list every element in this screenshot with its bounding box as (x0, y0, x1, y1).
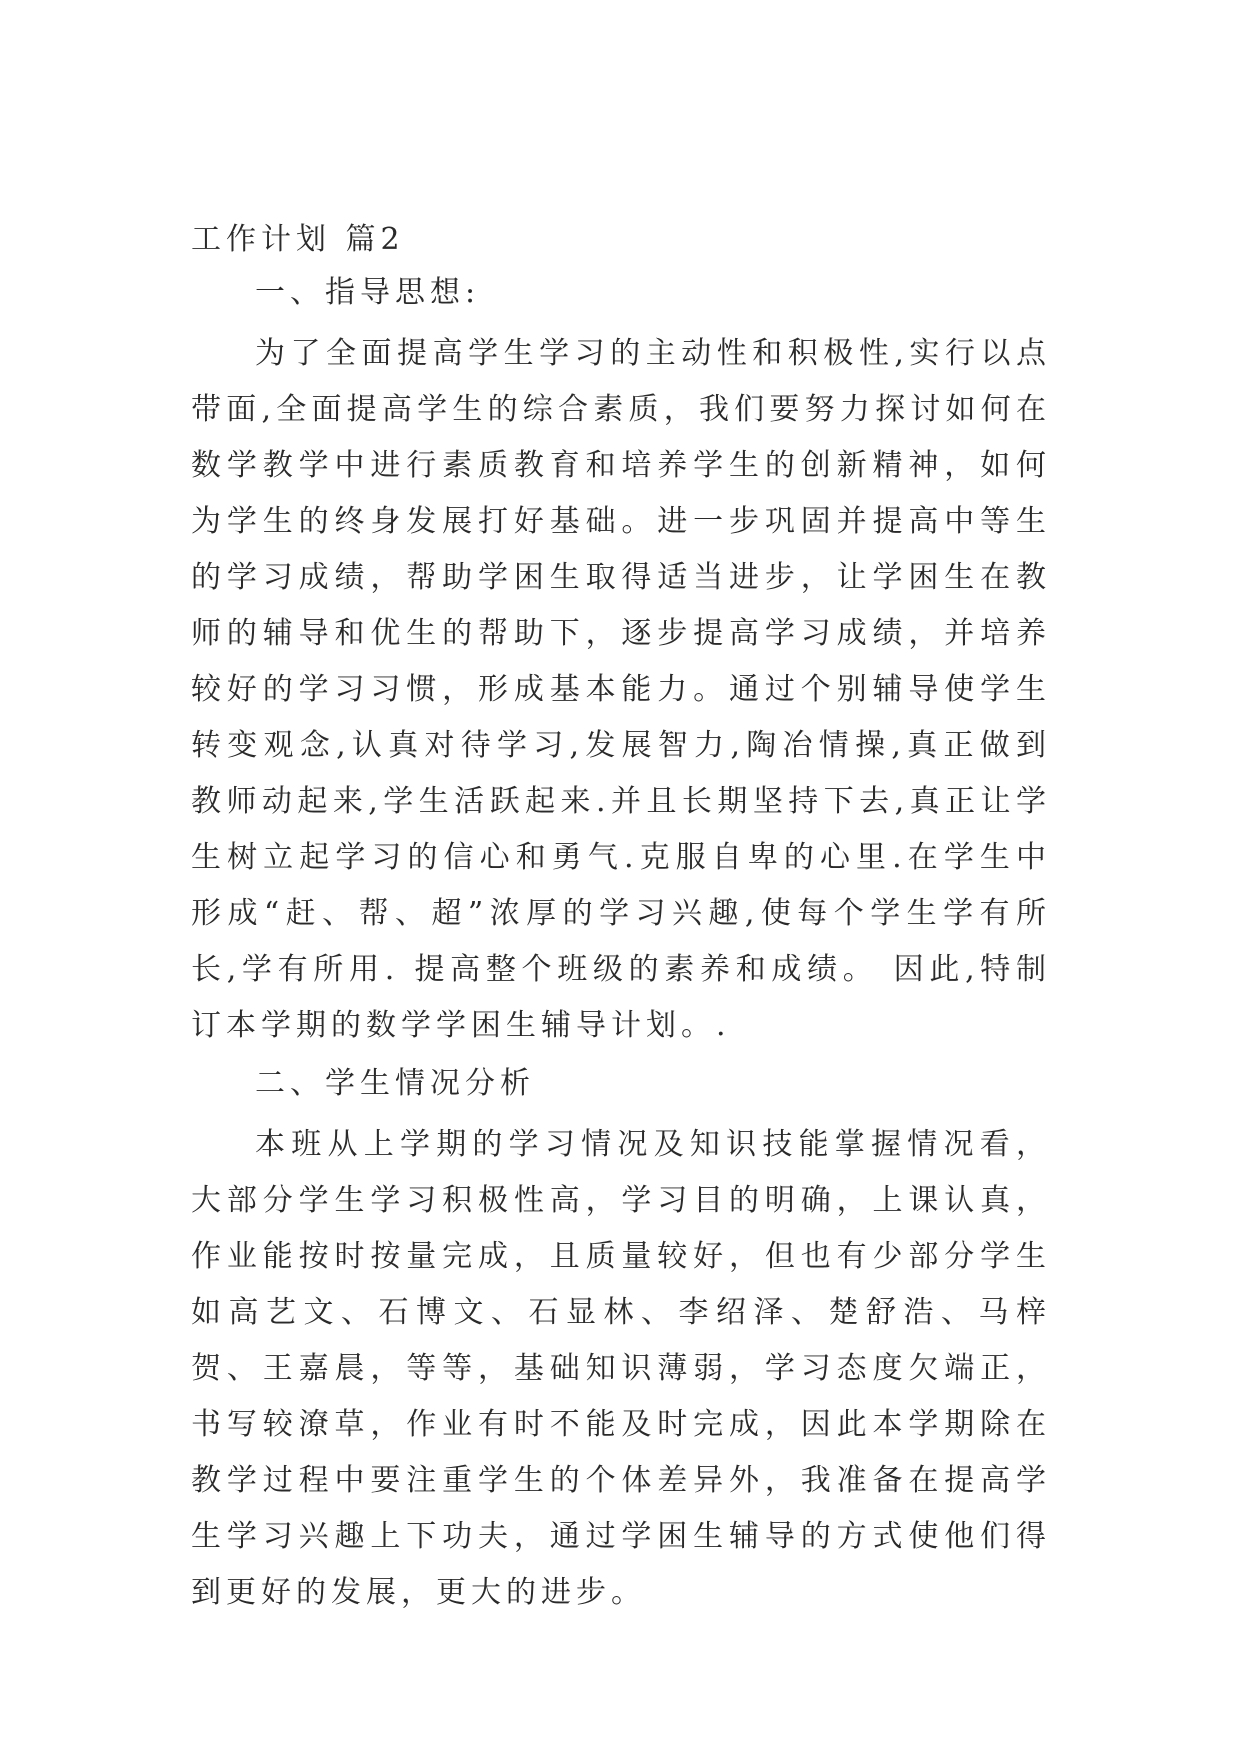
paragraph-guiding-ideology: 为了全面提高学生学习的主动性和积极性,实行以点带面,全面提高学生的综合素质，我们要努力探讨如何在数学教学中进行素质教育和培养学生的创新精神，如何为学生的终身发展打好基础。进一步巩固并提高中等生的学习成绩，帮助学困生取得适当进步，让学困生在教师的辅导和优生的帮助下，逐步提高学习成绩，并培养较好的学习习惯，形成基本能力。通过个别辅导使学生转变观念,认真对待学习,发展智力,陶冶情操,真正做到教师动起来,学生活跃起来.并且长期坚持下去,真正让学生树立起学习的信心和勇气.克服自卑的心里.在学生中形成“赶、帮、超”浓厚的学习兴趣,使每个学生学有所长,学有所用. 提高整个班级的素养和成绩。 因此,特制订本学期的数学学困生辅导计划。. (191, 336, 1051, 1043)
document-title: 工作计划 篇2 (191, 222, 405, 257)
section-heading-guiding-ideology: 一、指导思想: (255, 275, 481, 310)
paragraph-student-analysis: 本班从上学期的学习情况及知识技能掌握情况看，大部分学生学习积极性高，学习目的明确，上课认真，作业能按时按量完成，且质量较好，但也有少部分学生如高艺文、石博文、石显林、李绍泽、楚舒浩、马梓贺、王嘉晨，等等，基础知识薄弱，学习态度欠端正，书写较潦草，作业有时不能及时完成，因此本学期除在教学过程中要注重学生的个体差异外，我准备在提高学生学习兴趣上下功夫，通过学困生辅导的方式使他们得到更好的发展，更大的进步。 (191, 1127, 1051, 1610)
document-body (191, 220, 1051, 1631)
section-heading-student-analysis: 二、学生情况分析 (255, 1066, 535, 1101)
